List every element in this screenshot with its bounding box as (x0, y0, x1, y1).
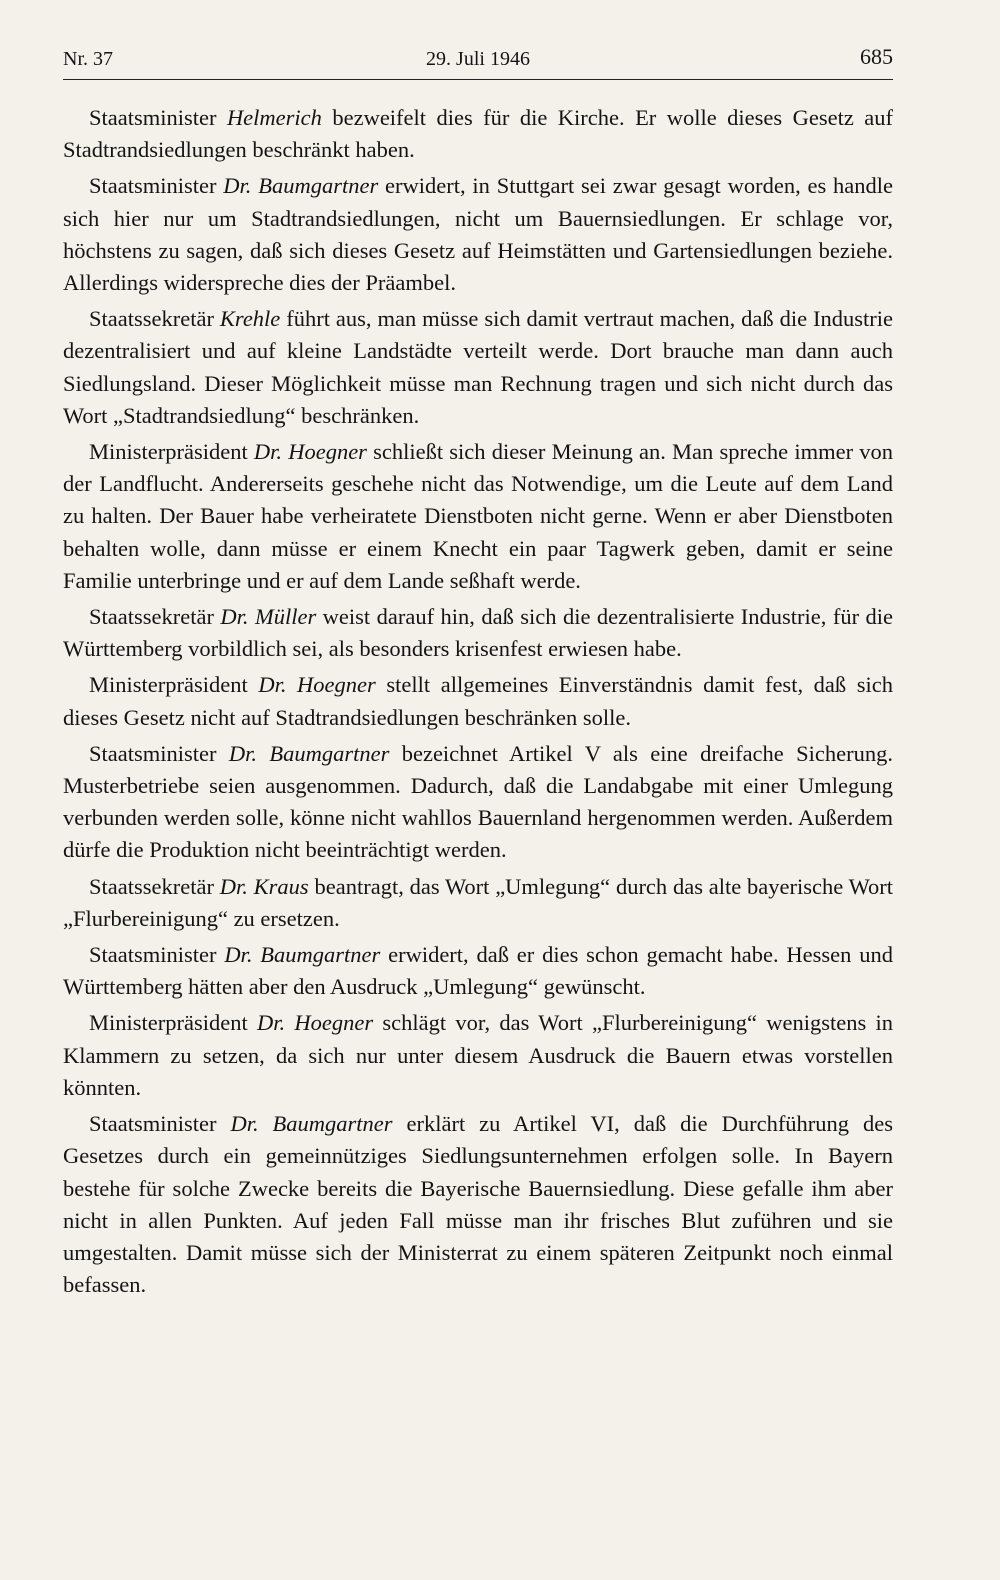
speaker-name: Dr. Baumgartner (228, 740, 390, 766)
paragraph (63, 1108, 893, 1301)
paragraph-text: führt aus, man müsse sich damit vertraut machen, daß die Industrie dezentralisiert und auf kleine Landstädte verteilt werde. Dort brauche man dann auch Siedlungsland. Dieser Möglichkeit müsse man Rechnung tragen und sich nicht durch das Wort „Stadtrandsiedlung“ beschränken. (63, 306, 893, 428)
paragraph (63, 669, 893, 733)
speaker-role: Staatsminister (89, 105, 227, 130)
paragraph (63, 170, 893, 299)
speaker-name: Dr. Hoegner (257, 1010, 374, 1036)
speaker-name: Helmerich (226, 105, 322, 130)
header-date: 29. Juli 1946 (426, 48, 530, 70)
speaker-name: Dr. Kraus (219, 873, 309, 899)
paragraph (63, 939, 893, 1003)
paragraph-text: bezeichnet Artikel V als eine dreifache Sicherung. Musterbetriebe seien ausgenommen. Dadurch, daß die Landabgabe mit einer Umlegung verbunden werden solle, könne nicht wahllos Bauernland hergenommen werden. Außerdem dürfe die Produktion nicht beeinträchtigt werden. (63, 740, 893, 863)
paragraph-text: erklärt zu Artikel VI, daß die Durchführung des Gesetzes durch ein gemeinnütziges Siedlungsunternehmen erfolgen solle. In Bayern bestehe für solche Zwecke bereits die Bayerische Bauernsiedlung. Diese gefalle ihm aber nicht in allen Punkten. Auf jeden Fall müsse man ihr frisches Blut zuführen und sie umgestalten. Damit müsse sich der Ministerrat zu einem späteren Zeitpunkt noch einmal befassen. (63, 1111, 893, 1298)
speaker-role: Staatsminister (89, 173, 224, 199)
header-rule (63, 79, 893, 80)
speaker-name: Dr. Hoegner (253, 439, 367, 465)
speaker-name: Krehle (219, 306, 281, 332)
speaker-role: Ministerpräsident (89, 672, 259, 698)
paragraph (63, 303, 893, 432)
paragraph-text: erwidert, daß er dies schon gemacht habe. Hessen und Württemberg hätten aber den Ausdruck „Umlegung“ gewünscht. (63, 942, 893, 1000)
speaker-name: Dr. Baumgartner (223, 173, 379, 199)
paragraph (63, 1007, 893, 1104)
paragraph (63, 436, 893, 597)
paragraph (63, 871, 893, 935)
paragraph (63, 102, 893, 166)
paragraph-text: beantragt, das Wort „Umlegung“ durch das alte bayerische Wort „Flurbereinigung“ zu ersetzen. (63, 873, 894, 931)
paragraph-text: weist darauf hin, daß sich die dezentralisierte Industrie, für die Württemberg vorbildlich sei, als besonders krisenfest erwiesen habe. (63, 604, 894, 662)
speaker-role: Staatssekretär (89, 873, 220, 899)
paragraph-text: schlägt vor, das Wort „Flurbereinigung“ wenigstens in Klammern zu setzen, da sich nur unter diesem Ausdruck die Bauern etwas vorstellen könnten. (63, 1010, 893, 1100)
speaker-role: Staatssekretär (89, 306, 220, 332)
speaker-role: Staatsminister (89, 942, 225, 968)
speaker-role: Staatsminister (89, 740, 229, 766)
running-header (63, 44, 893, 74)
speaker-name: Dr. Baumgartner (230, 1111, 393, 1137)
speaker-role: Ministerpräsident (89, 439, 254, 465)
paragraph-text: schließt sich dieser Meinung an. Man spreche immer von der Landflucht. Andererseits geschehe nicht das Notwendige, um die Leute auf dem Land zu halten. Der Bauer habe verheiratete Dienstboten nicht gerne. Wenn er aber Dienstboten behalten wolle, dann müsse er einem Knecht ein paar Tagwerk geben, damit er seine Familie unterbringe und er auf dem Lande seßhaft werde. (63, 439, 893, 593)
speaker-name: Dr. Hoegner (258, 672, 376, 698)
speaker-role: Staatssekretär (89, 604, 221, 630)
speaker-name: Dr. Müller (220, 604, 317, 630)
paragraph (63, 738, 893, 867)
page-number: 685 (860, 44, 893, 69)
speaker-role: Ministerpräsident (89, 1010, 257, 1036)
paragraph (63, 601, 893, 665)
speaker-role: Staatsminister (89, 1111, 231, 1137)
paragraph-text: bezweifelt dies für die Kirche. Er wolle dieses Gesetz auf Stadtrandsiedlungen beschränkt haben. (63, 105, 893, 163)
speaker-name: Dr. Baumgartner (224, 942, 381, 968)
protocol-body (63, 102, 893, 1305)
paragraph-text: stellt allgemeines Einverständnis damit fest, daß sich dieses Gesetz nicht auf Stadtrandsiedlungen beschränken solle. (63, 672, 893, 730)
paragraph-text: erwidert, in Stuttgart sei zwar gesagt worden, es handle sich hier nur um Stadtrandsiedlungen, nicht um Bauernsiedlungen. Er schlage vor, höchstens zu sagen, daß sich dieses Gesetz auf Heimstätten und Gartensiedlungen beziehe. Allerdings widerspreche dies der Präambel. (63, 173, 893, 296)
issue-number: Nr. 37 (63, 48, 113, 70)
